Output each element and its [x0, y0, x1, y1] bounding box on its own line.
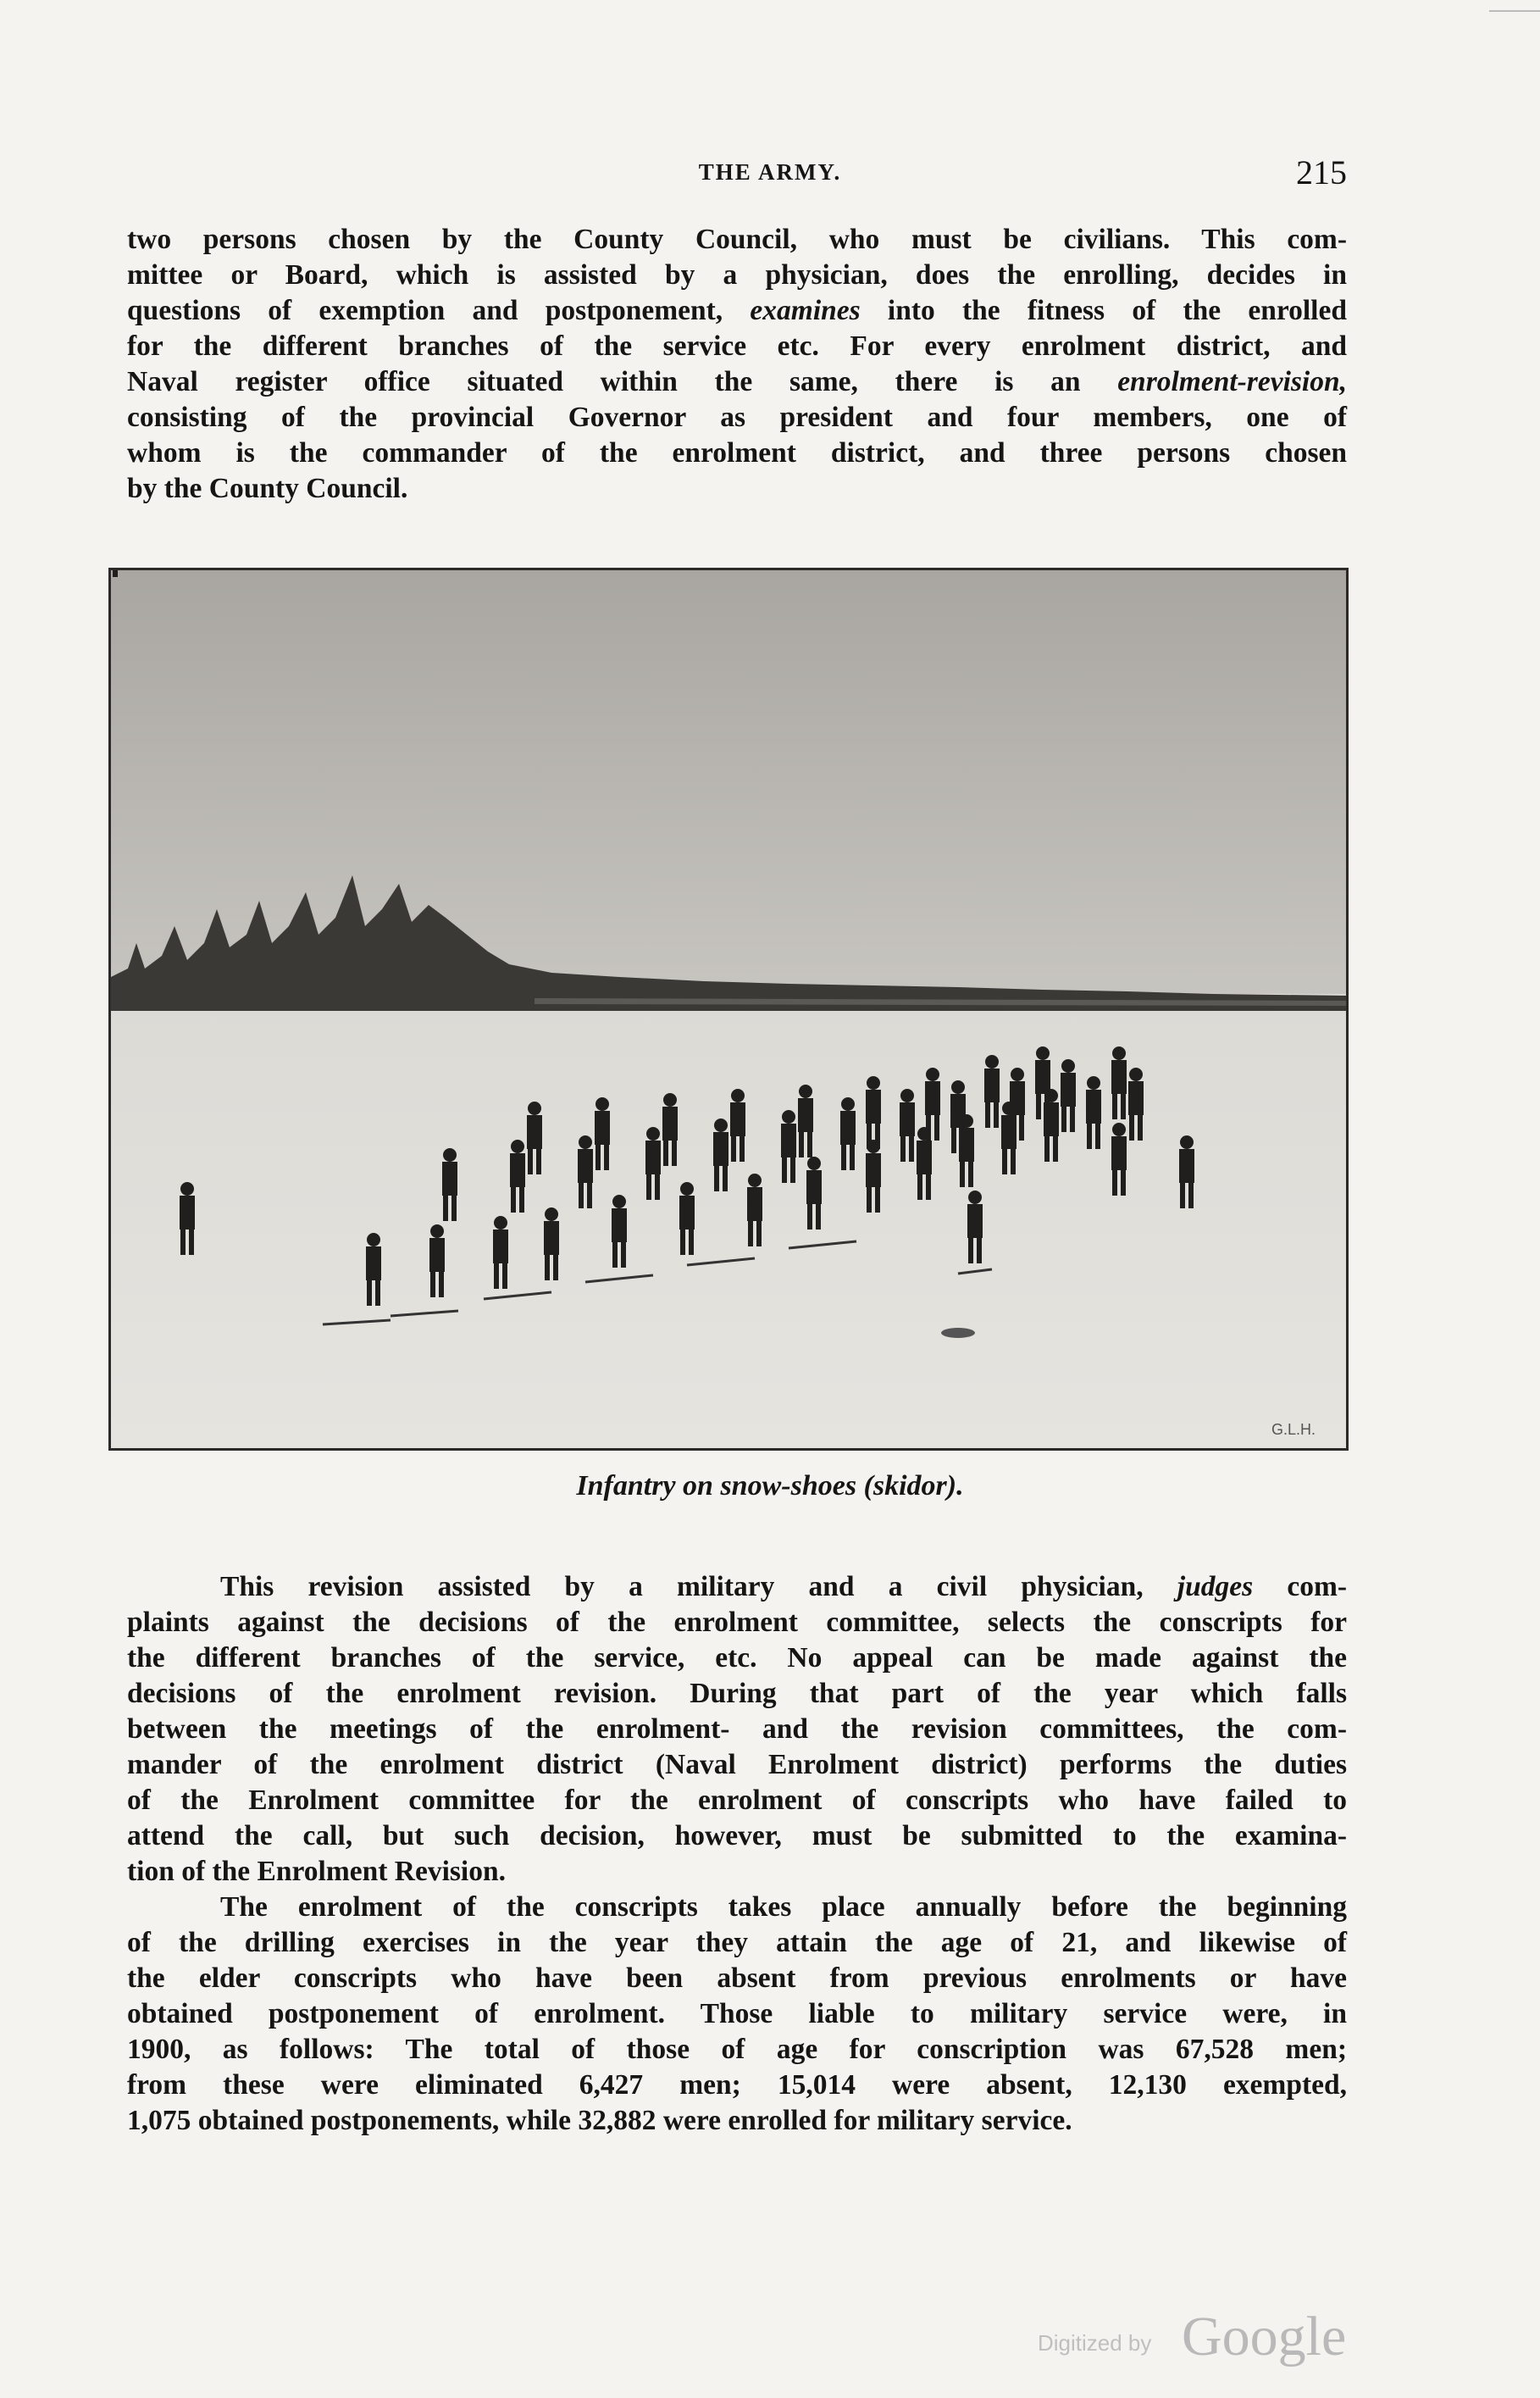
text-line: questions of exemption and postponement, examines into the fitness of the enrolled — [127, 295, 1347, 326]
text-line: attend the call, but such decision, however, must be submitted to the examina- — [127, 1820, 1347, 1851]
paragraph-enrolment-revision — [127, 1569, 1347, 1890]
text-line: The enrolment of the conscripts takes place annually before the beginning — [220, 1891, 1347, 1923]
text-line: decisions of the enrolment revision. During that part of the year which falls — [127, 1678, 1347, 1709]
photo-mark: G.L.H. — [1271, 1421, 1316, 1438]
text-line: 1,075 obtained postponements, while 32,882 were enrolled for military service. — [127, 2105, 1072, 2136]
google-watermark — [1038, 2305, 1377, 2373]
infantry-photograph — [108, 568, 1349, 1451]
text-line: of the Enrolment committee for the enrolment of conscripts who have failed to — [127, 1785, 1347, 1816]
text-line: of the drilling exercises in the year they attain the age of 21, and likewise of — [127, 1927, 1347, 1958]
margin-mark — [1489, 10, 1540, 12]
text-line: between the meetings of the enrolment- and the revision committees, the com- — [127, 1713, 1347, 1745]
emphasis-enrolment-revision: enrolment-revision, — [1117, 366, 1347, 397]
text-line: mittee or Board, which is assisted by a physician, does the enrolling, decides in — [127, 259, 1347, 291]
emphasis-examines: examines — [750, 295, 861, 326]
paragraph-annual-enrolment — [127, 1890, 1347, 2139]
text-line: consisting of the provincial Governor as president and four members, one of — [127, 402, 1347, 433]
photo-illustration — [111, 570, 1346, 1448]
running-title: THE ARMY. — [698, 159, 842, 185]
text-line: whom is the commander of the enrolment district, and three persons chosen — [127, 437, 1347, 469]
figure-caption: Infantry on snow-shoes (skidor). — [576, 1470, 964, 1502]
page-number: 215 — [1296, 153, 1347, 192]
text-line: plaints against the decisions of the enrolment committee, selects the conscripts for — [127, 1607, 1347, 1638]
digitized-by-text: Digitized by — [1038, 2330, 1152, 2356]
text-line: the different branches of the service, etc. No appeal can be made against the — [127, 1642, 1347, 1674]
text-line: by the County Council. — [127, 473, 408, 504]
paragraph-enrolment-committee — [127, 222, 1347, 507]
text-line: mander of the enrolment district (Naval Enrolment district) performs the duties — [127, 1749, 1347, 1780]
text-line: obtained postponement of enrolment. Those liable to military service were, in — [127, 1998, 1347, 2029]
emphasis-judges: judges — [1177, 1571, 1254, 1602]
text-line: the elder conscripts who have been absent from previous enrolments or have — [127, 1962, 1347, 1994]
text-line: Naval register office situated within the same, there is an enrolment-revision, — [127, 366, 1347, 397]
running-header — [0, 153, 1540, 195]
text-line: tion of the Enrolment Revision. — [127, 1856, 506, 1887]
text-line: 1900, as follows: The total of those of age for conscription was 67,528 men; — [127, 2034, 1347, 2065]
text-line: for the different branches of the service etc. For every enrolment district, and — [127, 330, 1347, 362]
text-line: two persons chosen by the County Council, who must be civilians. This com- — [127, 224, 1347, 255]
google-logo: Google — [1182, 2306, 1347, 2367]
text-line: This revision assisted by a military and a civil physician, judges com- — [220, 1571, 1348, 1602]
text-line: from these were eliminated 6,427 men; 15,014 were absent, 12,130 exempted, — [127, 2069, 1347, 2101]
